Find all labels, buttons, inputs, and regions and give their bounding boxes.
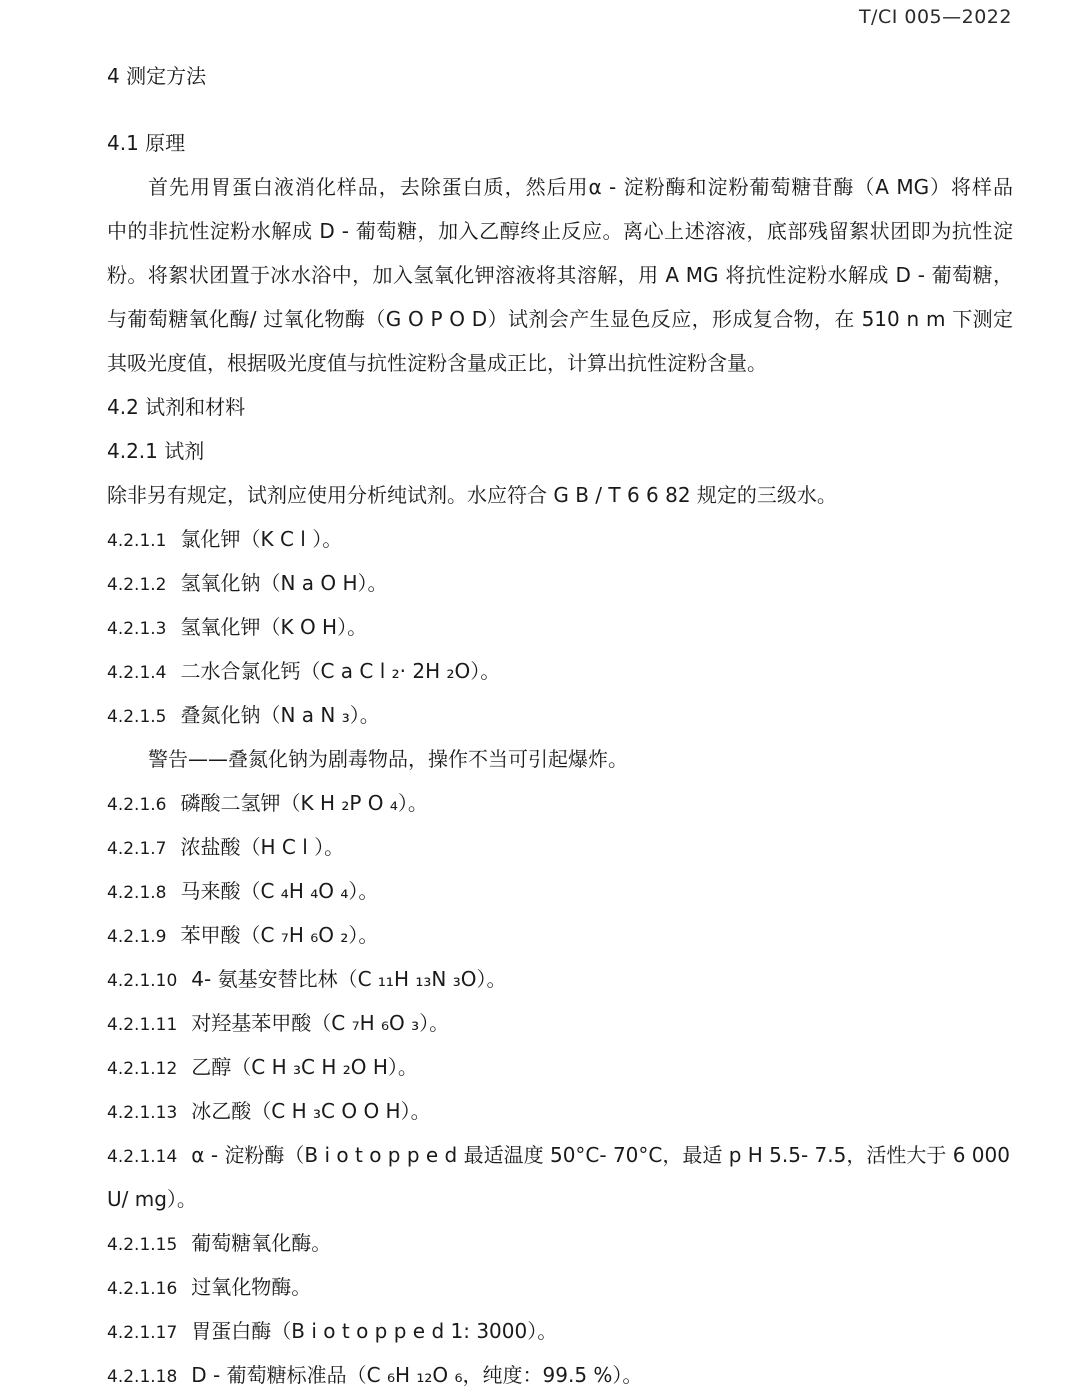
item-text: 氯化钾（K C l ）。: [180, 527, 343, 551]
item-text: 4- 氨基安替比林（C ₁₁H ₁₃N ₃O）。: [191, 967, 507, 991]
reagent-item: [107, 1317, 557, 1347]
item-text: 磷酸二氢钾（K H ₂P O ₄）。: [180, 791, 428, 815]
reagent-item: [107, 1097, 431, 1127]
item-number: 4.2.1.1: [107, 531, 167, 551]
reagent-item-continued: [107, 1185, 197, 1213]
reagent-item: [107, 1141, 1010, 1171]
section-4-2-heading: 4.2 试剂和材料: [107, 395, 246, 419]
item-text: 对羟基苯甲酸（C ₇H ₆O ₃）。: [191, 1011, 450, 1035]
item-text: U/ mg）。: [107, 1187, 197, 1211]
item-number: 4.2.1.16: [107, 1279, 178, 1299]
principle-line-3: 粉。将絮状团置于冰水浴中，加入氢氧化钾溶液将其溶解，用 A MG 将抗性淀粉水解成 D - 葡萄糖，: [107, 263, 1013, 287]
principle-line-4: 与葡萄糖氧化酶/ 过氧化物酶（G O P O D）试剂会产生显色反应，形成复合物，在 510 n m 下测定: [107, 307, 1013, 331]
item-number: 4.2.1.7: [107, 839, 167, 859]
reagent-item: [107, 833, 344, 863]
item-number: 4.2.1.4: [107, 663, 167, 683]
item-text: D - 葡萄糖标准品（C ₆H ₁₂O ₆，纯度：99.5 %）。: [191, 1363, 643, 1387]
item-text: 叠氮化钠（N a N ₃）。: [180, 703, 380, 727]
item-number: 4.2.1.10: [107, 971, 178, 991]
section-4-2-1-heading: 4.2.1 试剂: [107, 439, 205, 463]
item-number: 4.2.1.6: [107, 795, 167, 815]
reagent-item: [107, 569, 388, 599]
item-text: 氢氧化钠（N a O H）。: [180, 571, 388, 595]
item-number: 4.2.1.9: [107, 927, 167, 947]
reagent-item: [107, 921, 378, 951]
reagent-item: [107, 657, 500, 687]
principle-line-5: 其吸光度值，根据吸光度值与抗性淀粉含量成正比，计算出抗性淀粉含量。: [107, 351, 767, 375]
item-number: 4.2.1.17: [107, 1323, 178, 1343]
reagent-intro: 除非另有规定，试剂应使用分析纯试剂。水应符合 G B / T 6 6 82 规定的三级水。: [107, 483, 837, 507]
reagent-item: [107, 1273, 311, 1303]
item-number: 4.2.1.5: [107, 707, 167, 727]
item-text: 乙醇（C H ₃C H ₂O H）。: [191, 1055, 418, 1079]
item-number: 4.2.1.2: [107, 575, 167, 595]
reagent-item: [107, 1009, 449, 1039]
reagent-item: [107, 701, 380, 731]
reagent-item: [107, 1053, 418, 1083]
warning-note: 警告——叠氮化钠为剧毒物品，操作不当可引起爆炸。: [148, 747, 628, 771]
section-4-1-heading: 4.1 原理: [107, 131, 186, 155]
item-text: 马来酸（C ₄H ₄O ₄）。: [180, 879, 379, 903]
section-4-heading: 4 测定方法: [107, 64, 207, 88]
item-number: 4.2.1.13: [107, 1103, 178, 1123]
item-text: 浓盐酸（H C l ）。: [180, 835, 345, 859]
item-number: 4.2.1.14: [107, 1147, 178, 1167]
item-number: 4.2.1.11: [107, 1015, 178, 1035]
principle-line-2: 中的非抗性淀粉水解成 D - 葡萄糖，加入乙醇终止反应。离心上述溶液，底部残留絮状团即为抗性淀: [107, 219, 1013, 243]
reagent-item: [107, 613, 367, 643]
reagent-item: [107, 1361, 642, 1391]
reagent-item: [107, 877, 378, 907]
item-text: 二水合氯化钙（C a C l ₂· 2H ₂O）。: [180, 659, 501, 683]
item-number: 4.2.1.12: [107, 1059, 178, 1079]
item-text: 苯甲酸（C ₇H ₆O ₂）。: [180, 923, 379, 947]
item-text: 胃蛋白酶（B i o t o p p e d 1: 3000）。: [191, 1319, 558, 1343]
item-text: 过氧化物酶。: [191, 1275, 312, 1299]
reagent-item: [107, 789, 428, 819]
item-text: 氢氧化钾（K O H）。: [180, 615, 368, 639]
item-number: 4.2.1.3: [107, 619, 167, 639]
item-text: 冰乙酸（C H ₃C O O H）。: [191, 1099, 431, 1123]
document-code: T/CI 005—2022: [858, 6, 1012, 28]
reagent-item: [107, 525, 342, 555]
principle-line-1: 首先用胃蛋白液消化样品，去除蛋白质，然后用α - 淀粉酶和淀粉葡萄糖苷酶（A MG）将样品: [148, 175, 1013, 199]
reagent-item: [107, 965, 506, 995]
item-text: α - 淀粉酶（B i o t o p p e d 最适温度 50°C- 70°C，最适 p H 5.5- 7.5，活性大于 6 000: [191, 1143, 1010, 1167]
item-number: 4.2.1.18: [107, 1367, 178, 1387]
item-text: 葡萄糖氧化酶。: [191, 1231, 332, 1255]
reagent-item: [107, 1229, 331, 1259]
item-number: 4.2.1.15: [107, 1235, 178, 1255]
item-number: 4.2.1.8: [107, 883, 167, 903]
